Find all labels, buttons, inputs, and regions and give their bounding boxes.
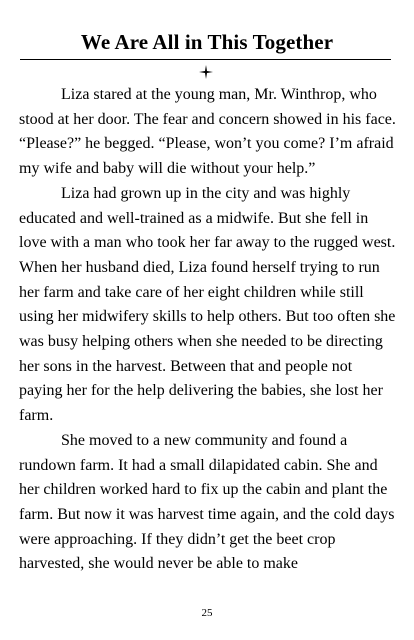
- chapter-title: We Are All in This Together: [80, 30, 334, 54]
- four-point-star-icon: [199, 65, 213, 79]
- page-number: 25: [201, 607, 213, 619]
- title-divider: [20, 59, 391, 60]
- chapter-body: [19, 83, 399, 577]
- paragraph-3: She moved to a new community and found a rundown farm. It had a small dilapidated cabin. She and her children worked hard to fix up the cabin and plant the farm. But now it was harvest time again, and the cold days were approaching. If they didn’t get the beet crop harvested, she would never be able to make: [19, 431, 395, 573]
- paragraph-2: Liza had grown up in the city and was highly educated and well-trained as a midwife. But she fell in love with a man who took her far away to the rugged west. When her husband died, Liza found herself trying to run her farm and take care of her eight children while still using her midwifery skills to help others. But too often she was busy helping others when she needed to be directing her sons in the harvest. Between that and people not paying her for the help delivering the babies, she lost her farm.: [19, 184, 396, 425]
- paragraph-1: Liza stared at the young man, Mr. Winthrop, who stood at her door. The fear and concern showed in his face. “Please?” he begged. “Please, won’t you come? I’m afraid my wife and baby will die without your help.”: [19, 86, 396, 178]
